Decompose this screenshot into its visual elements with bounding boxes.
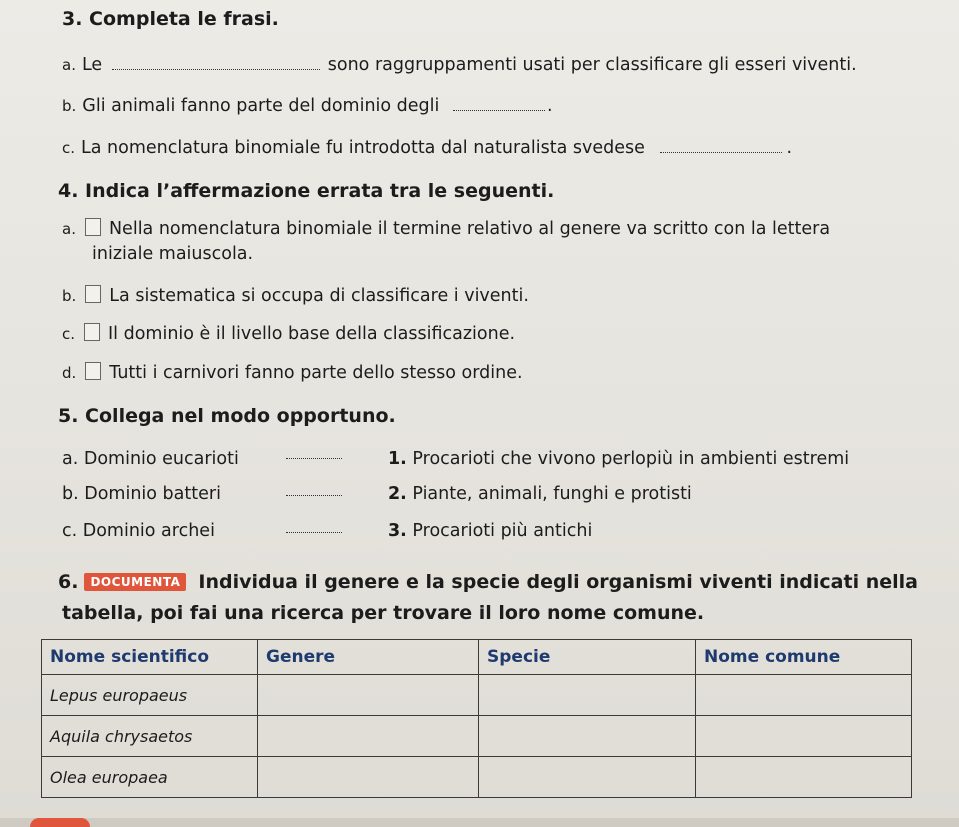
ex5-blank-c[interactable] bbox=[286, 532, 342, 533]
ex4-letter-d: d. bbox=[62, 364, 77, 382]
header-specie: Specie bbox=[479, 640, 696, 675]
ex4-d-text: Tutti i carnivori fanno parte dello stesso ordine. bbox=[109, 363, 523, 383]
ex5-blank-b[interactable] bbox=[286, 495, 342, 496]
table-row bbox=[42, 716, 912, 757]
page-footer-bar bbox=[0, 818, 959, 827]
ex4-letter-a: a. bbox=[62, 220, 76, 238]
cell-specie[interactable] bbox=[479, 675, 696, 716]
exercise-5-title: 5. Collega nel modo opportuno. bbox=[58, 405, 396, 427]
ex5-num-1: 1. bbox=[388, 449, 407, 469]
cell-specie[interactable] bbox=[479, 716, 696, 757]
ex3-c-blank[interactable] bbox=[660, 138, 782, 153]
ex3-c-post: . bbox=[786, 138, 793, 158]
ex4-item-a-line2: iniziale maiuscola. bbox=[92, 244, 254, 264]
table-row bbox=[42, 675, 912, 716]
cell-genere[interactable] bbox=[258, 675, 479, 716]
ex5-right-1 bbox=[388, 449, 849, 469]
ex3-sentence-a bbox=[62, 55, 857, 75]
ex5-blank-a[interactable] bbox=[286, 458, 342, 459]
ex5-right-2 bbox=[388, 484, 692, 504]
ex5-text-3: Procarioti più antichi bbox=[412, 521, 593, 541]
cell-genere[interactable] bbox=[258, 757, 479, 798]
ex4-a-text: Nella nomenclatura binomiale il termine relativo al genere va scritto con la lettera bbox=[108, 219, 831, 239]
checkbox-c[interactable] bbox=[84, 323, 100, 341]
header-nome-comune: Nome comune bbox=[696, 640, 912, 675]
ex5-text-1: Procarioti che vivono perlopiù in ambienti estremi bbox=[412, 449, 850, 469]
ex5-num-2: 2. bbox=[388, 484, 407, 504]
exercise-3-title: 3. Completa le frasi. bbox=[62, 8, 279, 30]
ex4-letter-c: c. bbox=[62, 325, 76, 343]
ex4-item-b bbox=[62, 285, 529, 306]
ex6-instruction-1: Individua il genere e la specie degli organismi viventi indicati nella bbox=[198, 571, 918, 593]
ex6-number: 6. bbox=[58, 571, 79, 593]
cell-nome-comune[interactable] bbox=[696, 757, 912, 798]
ex5-left-a: a. Dominio eucarioti bbox=[62, 449, 239, 469]
ex5-text-2: Piante, animali, funghi e protisti bbox=[412, 484, 692, 504]
ex4-item-c bbox=[62, 323, 515, 344]
checkbox-b[interactable] bbox=[85, 285, 101, 303]
ex5-num-3: 3. bbox=[388, 521, 407, 541]
ex3-a-post: sono raggruppamenti usati per classificare gli esseri viventi. bbox=[327, 55, 857, 75]
cell-nome-comune[interactable] bbox=[696, 675, 912, 716]
ex4-item-d bbox=[62, 362, 523, 383]
ex4-item-a bbox=[62, 218, 830, 239]
exercise-6-line2: tabella, poi fai una ricerca per trovare il loro nome comune. bbox=[62, 602, 705, 624]
ex5-left-c: c. Dominio archei bbox=[62, 521, 215, 541]
ex3-letter-b: b. bbox=[62, 97, 77, 115]
table-row bbox=[42, 757, 912, 798]
ex3-b-pre: Gli animali fanno parte del dominio degli bbox=[82, 96, 440, 116]
checkbox-a[interactable] bbox=[85, 218, 101, 236]
ex3-c-pre: La nomenclatura binomiale fu introdotta dal naturalista svedese bbox=[81, 138, 645, 158]
checkbox-d[interactable] bbox=[85, 362, 101, 380]
table-header-row bbox=[42, 640, 912, 675]
ex5-right-3 bbox=[388, 521, 592, 541]
ex3-a-pre: Le bbox=[81, 55, 103, 75]
classification-table bbox=[41, 639, 912, 798]
ex4-b-text: La sistematica si occupa di classificare i viventi. bbox=[109, 286, 529, 306]
cell-scientific-name: Lepus europaeus bbox=[42, 675, 258, 716]
cell-specie[interactable] bbox=[479, 757, 696, 798]
cell-genere[interactable] bbox=[258, 716, 479, 757]
ex3-b-post: . bbox=[546, 96, 553, 116]
header-genere: Genere bbox=[258, 640, 479, 675]
documenta-badge: DOCUMENTA bbox=[84, 573, 186, 591]
footer-accent bbox=[30, 818, 90, 827]
exercise-6-line1 bbox=[58, 571, 918, 593]
ex3-sentence-b bbox=[62, 96, 553, 116]
ex4-c-text: Il dominio è il livello base della classificazione. bbox=[108, 324, 516, 344]
ex3-letter-a: a. bbox=[62, 56, 76, 74]
header-nome-scientifico: Nome scientifico bbox=[42, 640, 258, 675]
ex3-letter-c: c. bbox=[62, 139, 76, 157]
ex3-a-blank[interactable] bbox=[112, 55, 320, 70]
ex3-b-blank[interactable] bbox=[453, 96, 545, 111]
cell-nome-comune[interactable] bbox=[696, 716, 912, 757]
ex4-letter-b: b. bbox=[62, 287, 77, 305]
ex3-sentence-c bbox=[62, 138, 792, 158]
ex5-left-b: b. Dominio batteri bbox=[62, 484, 221, 504]
cell-scientific-name: Olea europaea bbox=[42, 757, 258, 798]
cell-scientific-name: Aquila chrysaetos bbox=[42, 716, 258, 757]
exercise-4-title: 4. Indica l’affermazione errata tra le seguenti. bbox=[58, 180, 555, 202]
